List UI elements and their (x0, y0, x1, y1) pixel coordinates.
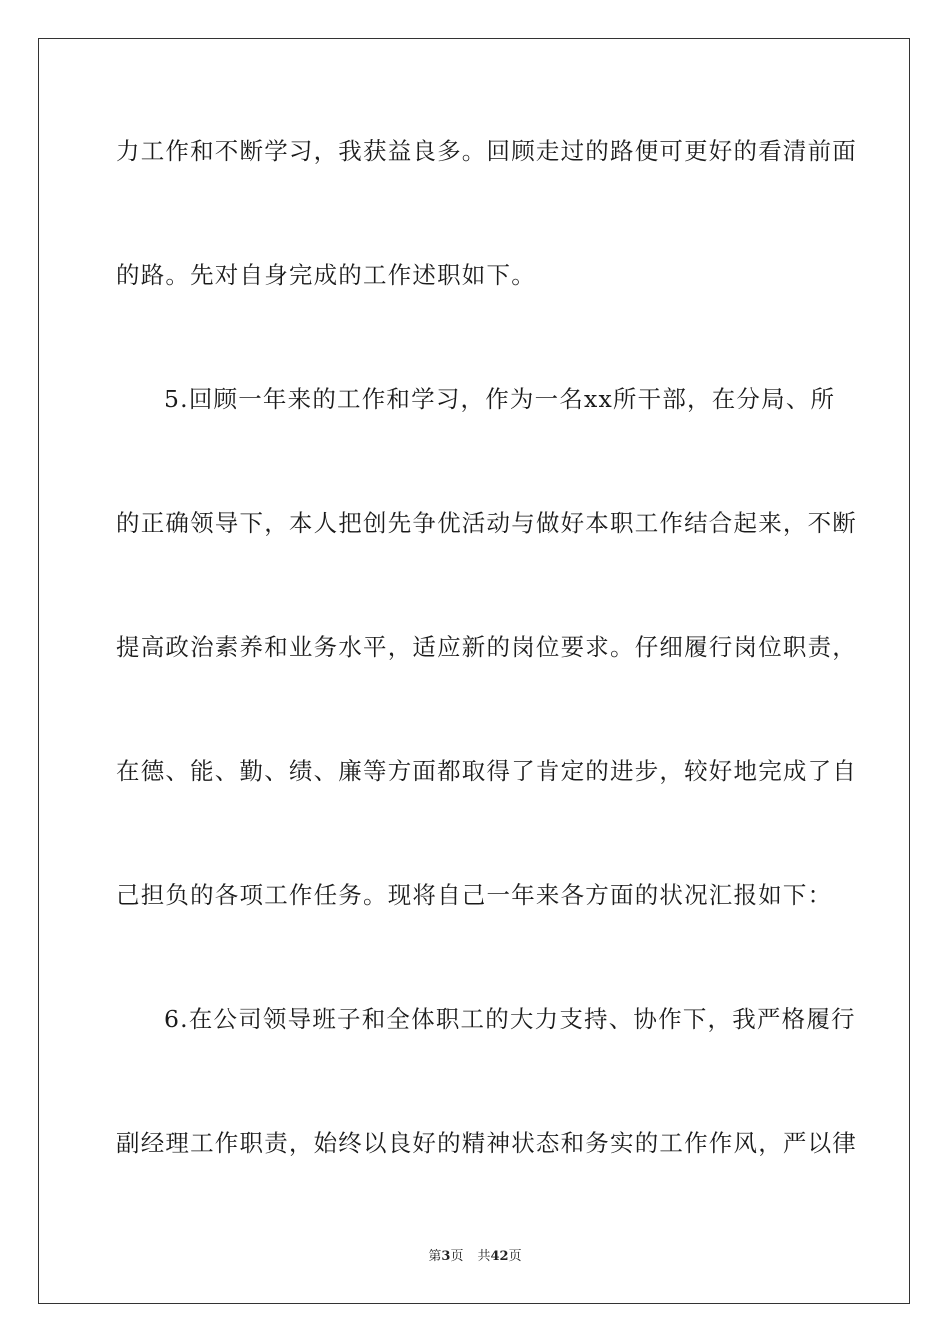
paragraph-line: 6.在公司领导班子和全体职工的大力支持、协作下，我严格履行 (164, 1005, 856, 1033)
page-border (38, 38, 910, 1304)
paragraph-line: 的正确领导下，本人把创先争优活动与做好本职工作结合起来，不断 (116, 509, 857, 537)
page-prefix: 第 (428, 1249, 442, 1264)
total-suffix: 页 (508, 1249, 522, 1264)
page-footer (0, 1248, 950, 1266)
paragraph-line: 在德、能、勤、绩、廉等方面都取得了肯定的进步，较好地完成了自 (116, 757, 857, 785)
page-suffix: 页 (450, 1249, 464, 1264)
current-page-number: 3 (441, 1249, 451, 1264)
total-prefix: 共 (477, 1249, 491, 1264)
paragraph-line: 5.回顾一年来的工作和学习，作为一名xx所干部，在分局、所 (164, 385, 836, 413)
paragraph-line: 提高政治素养和业务水平，适应新的岗位要求。仔细履行岗位职责， (116, 633, 857, 661)
paragraph-line: 力工作和不断学习，我获益良多。回顾走过的路便可更好的看清前面 (116, 137, 857, 165)
paragraph-line: 己担负的各项工作任务。现将自己一年来各方面的状况汇报如下： (116, 881, 833, 909)
paragraph-line: 副经理工作职责，始终以良好的精神状态和务实的工作作风，严以律 (116, 1129, 857, 1157)
paragraph-line: 的路。先对自身完成的工作述职如下。 (116, 261, 536, 289)
total-page-count: 42 (490, 1249, 509, 1264)
